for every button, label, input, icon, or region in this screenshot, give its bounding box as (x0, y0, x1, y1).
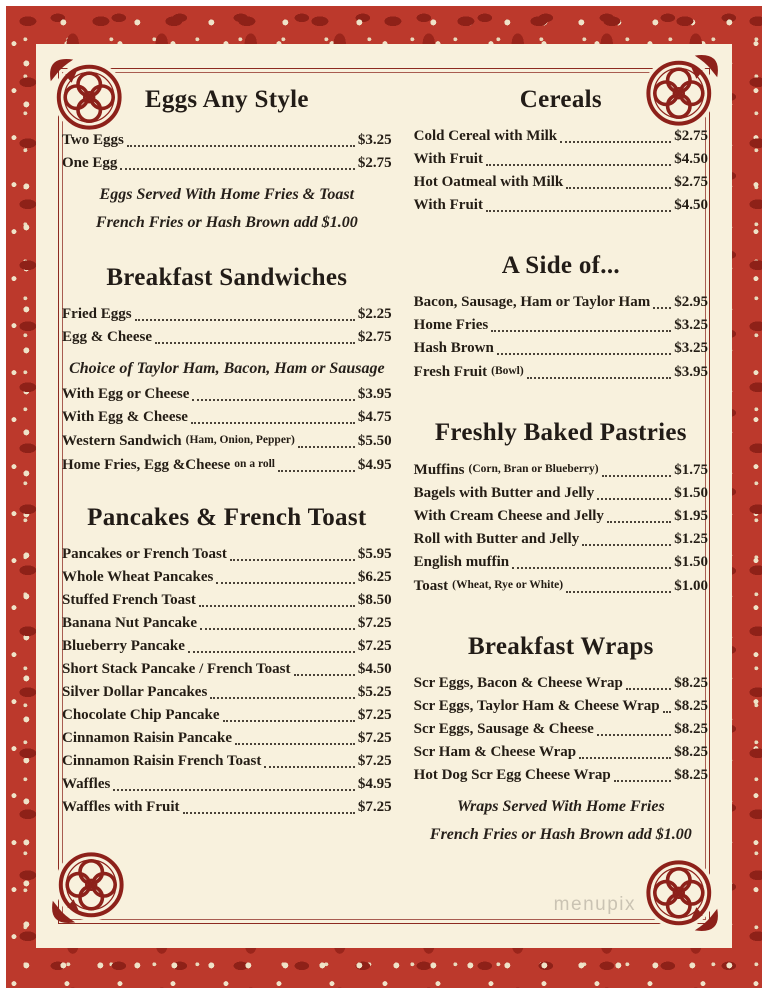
item-name: Chocolate Chip Pancake (62, 707, 220, 723)
item-name: Two Eggs (62, 132, 124, 148)
menu-item-row (62, 590, 392, 611)
item-name: Scr Eggs, Taylor Ham & Cheese Wrap (413, 698, 660, 714)
menu-note: French Fries or Hash Brown add $1.00 (95, 214, 358, 231)
item-detail: (Ham, Onion, Pepper) (185, 434, 295, 446)
menu-content (62, 86, 708, 916)
dotted-leader (602, 475, 672, 477)
dotted-leader (200, 628, 355, 630)
menu-item-row (62, 567, 392, 588)
menu-item-row (414, 338, 708, 359)
menu-item-row (62, 682, 392, 703)
item-name: Pancakes or French Toast (62, 546, 227, 562)
item-price: $5.50 (357, 433, 392, 449)
menu-item-row (414, 719, 708, 740)
dotted-leader (626, 688, 671, 690)
dotted-leader (183, 812, 355, 814)
item-name: Blueberry Pancake (62, 638, 185, 654)
item-name: Bagels with Butter and Jelly (413, 485, 595, 501)
menu-item-row (62, 705, 392, 726)
item-price: $1.75 (674, 462, 708, 478)
item-price: $4.95 (357, 457, 392, 473)
dotted-leader (113, 789, 355, 791)
menu-item-row (414, 552, 708, 573)
menu-item-row (414, 765, 708, 786)
item-price: $1.00 (674, 578, 708, 594)
item-name: Bacon, Sausage, Ham or Taylor Ham (413, 294, 651, 310)
item-price: $2.75 (674, 174, 708, 190)
dotted-leader (230, 559, 355, 561)
menu-item-row (414, 126, 708, 147)
menu-item-row (414, 149, 708, 170)
dotted-leader (560, 141, 671, 143)
menu-item-row (414, 529, 708, 550)
item-price: $8.25 (674, 767, 708, 783)
item-name: Toast (413, 578, 449, 594)
dotted-leader (278, 470, 355, 472)
item-name: Muffins (413, 462, 465, 478)
section-title: A Side of... (501, 252, 620, 279)
menu-item-row (62, 659, 392, 680)
menu-item-row (62, 774, 392, 795)
item-name: Home Fries (413, 317, 489, 333)
dotted-leader (597, 498, 671, 500)
menu-item-row (414, 361, 708, 383)
menu-section (414, 86, 708, 216)
item-detail: on a roll (234, 458, 275, 470)
item-name: With Egg & Cheese (62, 409, 188, 425)
item-price: $3.95 (674, 364, 708, 380)
menu-item-row (414, 673, 708, 694)
item-price: $2.95 (674, 294, 708, 310)
item-name: Scr Eggs, Sausage & Cheese (413, 721, 594, 737)
item-name: Waffles with Fruit (62, 799, 180, 815)
dotted-leader (663, 711, 672, 713)
menu-item-row (62, 327, 392, 348)
item-name: One Egg (62, 155, 118, 171)
item-detail: (Bowl) (491, 365, 524, 377)
dotted-leader (486, 164, 671, 166)
item-name: Egg & Cheese (62, 329, 152, 345)
dotted-leader (210, 697, 355, 699)
dotted-leader (191, 422, 355, 424)
section-title: Breakfast Wraps (467, 633, 654, 660)
item-price: $5.95 (357, 546, 392, 562)
dotted-leader (298, 446, 355, 448)
item-price: $4.95 (357, 776, 392, 792)
menu-section (62, 504, 392, 818)
dotted-leader (192, 399, 355, 401)
menu-item-row (62, 454, 392, 476)
menu-note: Wraps Served With Home Fries (456, 798, 665, 815)
item-price: $6.25 (357, 569, 392, 585)
menu-item-row (62, 636, 392, 657)
menu-item-row (62, 130, 392, 151)
menu-item-row (62, 153, 392, 174)
menu-item-row (414, 506, 708, 527)
dotted-leader (614, 780, 672, 782)
item-price: $4.50 (357, 661, 392, 677)
dotted-leader (607, 521, 671, 523)
item-name: Whole Wheat Pancakes (62, 569, 214, 585)
menu-item-row (414, 292, 708, 313)
menu-item-row (414, 315, 708, 336)
item-name: Short Stack Pancake / French Toast (62, 661, 291, 677)
item-detail: (Corn, Bran or Blueberry) (468, 463, 599, 475)
item-price: $7.25 (357, 638, 392, 654)
item-name: Hash Brown (413, 340, 494, 356)
item-price: $8.25 (674, 721, 708, 737)
item-name: Banana Nut Pancake (62, 615, 198, 631)
dotted-leader (579, 757, 671, 759)
item-name: Scr Eggs, Bacon & Cheese Wrap (413, 675, 623, 691)
menu-section (62, 86, 392, 236)
item-name: Stuffed French Toast (62, 592, 196, 608)
section-title: Eggs Any Style (144, 86, 309, 113)
menu-item-row (414, 742, 708, 763)
menu-note: Eggs Served With Home Fries & Toast (99, 186, 355, 203)
menu-item-row (414, 459, 708, 481)
item-name: With Egg or Cheese (62, 386, 190, 402)
item-price: $8.25 (674, 744, 708, 760)
menu-item-row (62, 797, 392, 818)
section-title: Breakfast Sandwiches (106, 264, 348, 291)
dotted-leader (497, 353, 671, 355)
menu-item-row (414, 696, 708, 717)
item-name: With Fruit (413, 151, 483, 167)
item-price: $7.25 (357, 753, 392, 769)
dotted-leader (120, 168, 354, 170)
item-price: $3.25 (674, 317, 708, 333)
item-price: $3.25 (357, 132, 392, 148)
item-price: $2.25 (357, 306, 392, 322)
menu-item-row (62, 728, 392, 749)
dotted-leader (135, 319, 355, 321)
section-title: Cereals (519, 86, 602, 113)
menu-item-row (414, 195, 708, 216)
menu-item-row (62, 407, 392, 428)
item-price: $1.25 (674, 531, 708, 547)
section-title: Pancakes & French Toast (87, 504, 367, 531)
item-price: $7.25 (357, 730, 392, 746)
item-price: $8.25 (674, 698, 708, 714)
watermark: menupix (553, 894, 636, 915)
item-name: Scr Ham & Cheese Wrap (413, 744, 577, 760)
item-name: With Fruit (413, 197, 483, 213)
dotted-leader (216, 582, 355, 584)
menu-item-row (414, 172, 708, 193)
dotted-leader (235, 743, 355, 745)
dotted-leader (199, 605, 355, 607)
item-price: $8.25 (674, 675, 708, 691)
item-name: Hot Dog Scr Egg Cheese Wrap (413, 767, 611, 783)
item-name: Cinnamon Raisin French Toast (62, 753, 262, 769)
item-name: Silver Dollar Pancakes (62, 684, 208, 700)
item-price: $1.50 (674, 485, 708, 501)
item-name: Cinnamon Raisin Pancake (62, 730, 233, 746)
item-price: $2.75 (357, 329, 392, 345)
item-price: $8.50 (357, 592, 392, 608)
item-detail: (Wheat, Rye or White) (452, 579, 564, 591)
menu-item-row (62, 384, 392, 405)
menu-item-row (62, 304, 392, 325)
item-name: English muffin (413, 554, 510, 570)
menu-item-row (62, 751, 392, 772)
item-price: $4.75 (357, 409, 392, 425)
dotted-leader (566, 591, 671, 593)
item-price: $2.75 (357, 155, 392, 171)
dotted-leader (512, 567, 671, 569)
menu-column-right (414, 86, 708, 916)
menu-section (414, 633, 708, 848)
menu-section (414, 419, 708, 597)
dotted-leader (127, 145, 355, 147)
menu-section (414, 252, 708, 383)
dotted-leader (223, 720, 355, 722)
dotted-leader (566, 187, 671, 189)
dotted-leader (486, 210, 671, 212)
dotted-leader (491, 330, 671, 332)
dotted-leader (597, 734, 671, 736)
item-name: Home Fries, Egg &Cheese (62, 457, 231, 473)
item-price: $5.25 (357, 684, 392, 700)
dotted-leader (155, 342, 355, 344)
item-name: Cold Cereal with Milk (413, 128, 558, 144)
item-name: Waffles (62, 776, 111, 792)
menu-item-row (62, 544, 392, 565)
item-name: Fresh Fruit (413, 364, 488, 380)
dotted-leader (582, 544, 671, 546)
item-price: $1.95 (674, 508, 708, 524)
item-price: $3.25 (674, 340, 708, 356)
item-price: $4.50 (674, 151, 708, 167)
item-price: $2.75 (674, 128, 708, 144)
item-name: Roll with Butter and Jelly (413, 531, 580, 547)
dotted-leader (653, 307, 671, 309)
dotted-leader (264, 766, 355, 768)
menu-note: French Fries or Hash Brown add $1.00 (429, 826, 692, 843)
dotted-leader (527, 377, 672, 379)
menu-section (62, 264, 392, 476)
item-price: $7.25 (357, 799, 392, 815)
item-price: $7.25 (357, 707, 392, 723)
menu-item-row (414, 575, 708, 597)
menu-item-row (62, 430, 392, 452)
dotted-leader (188, 651, 355, 653)
item-name: Fried Eggs (62, 306, 132, 322)
item-name: With Cream Cheese and Jelly (413, 508, 604, 524)
menu-item-row (414, 483, 708, 504)
dotted-leader (294, 674, 355, 676)
item-price: $1.50 (674, 554, 708, 570)
item-name: Western Sandwich (62, 433, 182, 449)
item-price: $3.95 (357, 386, 392, 402)
menu-note: Choice of Taylor Ham, Bacon, Ham or Sausage (69, 360, 385, 377)
section-title: Freshly Baked Pastries (434, 419, 687, 446)
menu-column-left (62, 86, 392, 916)
item-price: $4.50 (674, 197, 708, 213)
item-price: $7.25 (357, 615, 392, 631)
menu-item-row (62, 613, 392, 634)
item-name: Hot Oatmeal with Milk (413, 174, 564, 190)
